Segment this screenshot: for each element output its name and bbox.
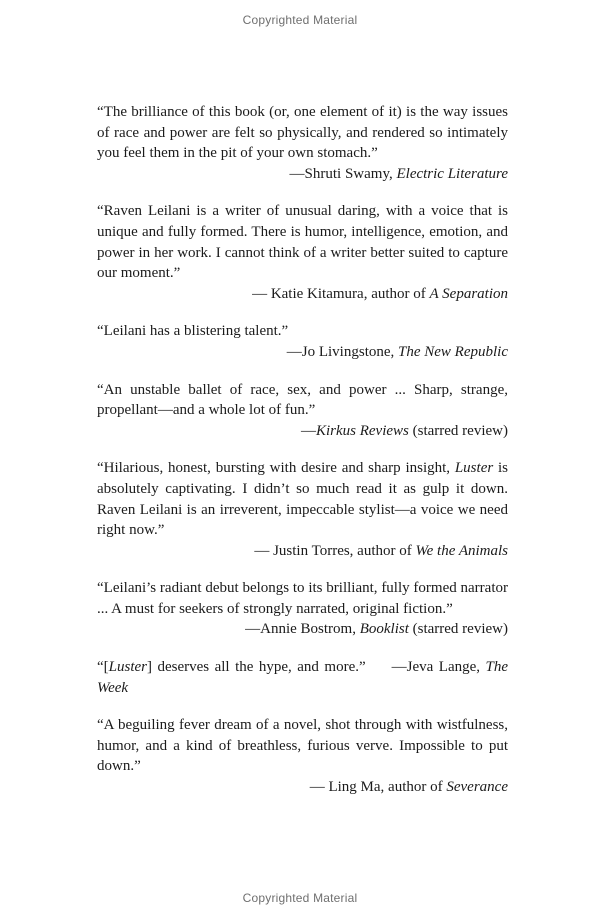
quote-text [97,578,508,619]
text-segment: “Leilani’s radiant debut belongs to its brilliant, fully formed narrator ... A must for seekers of strongly narrated, original fiction.” [97,580,508,617]
text-segment: “A beguiling fever dream of a novel, shot through with wistfulness, humor, and a kind of breathless, furious verve. Impossible to put down.” [97,717,508,775]
italic-text-segment: The Week [97,659,509,696]
text-segment: “Leilani has a blistering talent.” [97,323,289,340]
quote-attribution [97,421,508,442]
quote-block [97,657,508,698]
quote-text [97,201,508,283]
italic-text-segment: We the Animals [415,542,508,559]
copyright-notice-top: Copyrighted Material [242,13,358,27]
quote-attribution [97,777,508,798]
quote-block [97,321,508,362]
quotes-list [97,102,508,815]
text-segment: “Hilarious, honest, bursting with desire and sharp insight, [97,460,455,477]
italic-text-segment: A Separation [429,285,508,302]
text-segment: “[ [97,659,109,676]
quote-block [97,715,508,797]
text-segment: —Jeva Lange, [391,659,486,676]
italic-text-segment: Electric Literature [396,165,508,182]
quote-attribution [97,541,508,562]
text-segment: “An unstable ballet of race, sex, and power ... Sharp, strange, propellant—and a whole lot of fun.” [97,381,508,419]
quote-block [97,201,508,304]
quote-text [97,715,508,777]
text-segment: is absolutely captivating. I didn’t so much read it as gulp it down. Raven Leilani is an irreverent, impeccable stylist—a voice we need right now.” [97,460,508,539]
quote-text [97,380,508,421]
quote-text [97,102,508,164]
copyright-notice-bottom: Copyrighted Material [242,891,358,905]
quote-attribution [97,284,508,305]
quote-attribution [97,164,508,185]
quote-text [97,657,508,698]
quote-attribution [97,342,508,363]
italic-text-segment: Luster [454,460,494,477]
text-segment: “The brilliance of this book (or, one element of it) is the way issues of race and power are felt so physically, and rendered so intimately you feel them in the pit of your own stomach.” [97,104,508,162]
quote-block [97,102,508,184]
text-segment: ] deserves all the hype, and more.” [147,659,366,676]
quote-block [97,578,508,640]
italic-text-segment: Severance [446,779,508,796]
text-segment: — Katie Kitamura, author of [252,285,430,302]
text-segment: —Jo Livingstone, [286,343,399,360]
quote-text [97,321,508,342]
text-segment: —Annie Bostrom, [245,621,360,638]
italic-text-segment: The New Republic [398,343,508,360]
text-segment: — [300,422,316,439]
quote-block [97,458,508,561]
text-segment: (starred review) [408,621,508,638]
quote-text [97,458,508,540]
quote-attribution [97,619,508,640]
text-segment: “Raven Leilani is a writer of unusual daring, with a voice that is unique and fully formed. There is humor, intelligence, emotion, and power in her work. I cannot think of a writer better suited to capture our moment.” [97,203,508,282]
italic-text-segment: Kirkus Reviews [315,422,409,439]
quote-block [97,380,508,442]
text-segment: — Ling Ma, author of [309,779,447,796]
italic-text-segment: Booklist [359,621,409,638]
text-segment: —Shruti Swamy, [289,165,397,182]
text-segment: — Justin Torres, author of [254,542,416,559]
text-segment: (starred review) [408,422,508,439]
italic-text-segment: Luster [108,659,147,676]
